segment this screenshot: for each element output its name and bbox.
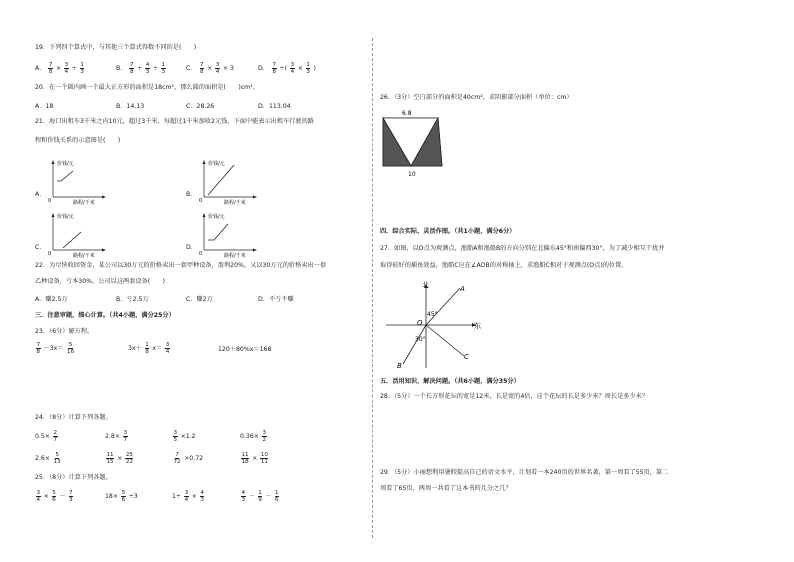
q21-y-label: 价钱/元 xyxy=(57,161,74,167)
q27-label-c: C xyxy=(464,353,469,361)
q24-item-8 xyxy=(240,452,269,465)
q24-item-2 xyxy=(105,430,129,443)
y-arrow xyxy=(203,160,206,164)
q27-ray-b xyxy=(403,325,426,364)
fraction xyxy=(129,62,134,75)
math-text: ) xyxy=(313,64,316,72)
q19-option-b xyxy=(116,62,167,75)
q24-item-5 xyxy=(35,452,62,465)
denominator: 4 xyxy=(290,69,295,75)
denominator: 15 xyxy=(106,459,114,465)
denominator: 8 xyxy=(200,69,204,75)
numerator: 1 xyxy=(258,490,262,496)
numerator: 11 xyxy=(241,452,249,458)
denominator: 3 xyxy=(241,497,246,503)
q21-graph-letter: A． xyxy=(35,191,46,198)
q21-origin: 0 xyxy=(199,251,203,257)
denominator: 4 xyxy=(215,69,220,75)
q19-stem: 19．下列四个算式中，与其他三个算式得数不同的是( ) xyxy=(35,44,197,51)
y-arrow xyxy=(52,160,55,164)
q20-option-c: C．28.26 xyxy=(186,103,215,110)
q26-bottom-label: 10 xyxy=(408,171,416,178)
fraction xyxy=(200,490,205,503)
denominator: 4 xyxy=(64,69,69,75)
q21-graph-letter: D． xyxy=(186,244,197,251)
fraction xyxy=(215,62,220,75)
numerator: 3 xyxy=(36,490,41,496)
q25-item-4 xyxy=(240,490,280,503)
denominator: 4 xyxy=(184,497,189,503)
numerator: 11 xyxy=(106,452,114,458)
q23-equation-2: 3x＋ $\frac{1}{8}$ x＝ $\frac{3}{4}$ xyxy=(128,342,170,355)
math-text: 18× xyxy=(105,492,119,500)
q28-stem: 28．（5分）一个长方形花坛的宽是12米，长是宽的4倍，这个花坛的长是多少米？周长是多少米？ xyxy=(380,393,649,400)
q24-item-6 xyxy=(105,452,134,465)
column-divider xyxy=(372,38,373,538)
numerator: 7 xyxy=(175,452,179,458)
fraction xyxy=(306,62,311,75)
denominator: 13 xyxy=(53,459,61,465)
fraction xyxy=(53,430,58,443)
x-arrow xyxy=(102,249,106,252)
denominator: 6 xyxy=(121,497,126,503)
q21-graph-letter: B． xyxy=(186,191,197,198)
numerator: 7 xyxy=(48,62,53,68)
fraction xyxy=(260,452,268,465)
numerator: 7 xyxy=(69,490,73,496)
math-text: ÷3 xyxy=(128,492,138,500)
numerator: 4 xyxy=(145,62,150,68)
q21-graph-a xyxy=(35,157,155,205)
q21-x-label: 路程/千米 xyxy=(73,253,95,258)
q21-graph-d xyxy=(186,210,306,258)
y-arrow xyxy=(203,213,206,217)
q21-graph-axes xyxy=(194,210,304,258)
fraction xyxy=(145,62,150,75)
q26-trapezoid-figure xyxy=(378,108,448,180)
numerator: 5 xyxy=(121,490,126,496)
numerator: 1 xyxy=(80,62,84,68)
denominator: 6 xyxy=(275,497,279,503)
numerator: 1 xyxy=(161,62,165,68)
q19-option-d xyxy=(258,62,316,75)
q21-graph-line xyxy=(208,165,234,195)
q22-option-b: B．亏2.5万 xyxy=(116,296,149,303)
math-text: × xyxy=(55,64,62,72)
denominator: 8 xyxy=(272,69,277,75)
q25-item-2 xyxy=(105,490,138,503)
numerator: 5 xyxy=(55,452,59,458)
q22-stem-line2: 乙种设备，亏本30%，公司以这两套设备( ) xyxy=(35,278,165,285)
q27-label-b: B xyxy=(397,362,402,370)
q22-stem-line1: 22．为尽快收回资金，某公司以30万元的价格卖出一套甲种设备，盈利20%，又以30万元的价格卖出一套 xyxy=(35,262,327,269)
numerator: 3 xyxy=(123,430,128,436)
numerator: 3 xyxy=(215,62,220,68)
fraction xyxy=(262,430,267,443)
x-arrow xyxy=(102,196,106,199)
fraction xyxy=(275,490,280,503)
q27-stem-line2: 取得较好的捕鱼效益，渔船C应在∠AOB的对称轴上，求渔船C相对于观测点(O点)的位置。 xyxy=(380,262,628,269)
fraction xyxy=(80,62,85,75)
math-text: 2.6× xyxy=(35,454,51,462)
fraction xyxy=(258,490,263,503)
denominator: 5 xyxy=(173,437,178,443)
denominator: 18 xyxy=(241,459,249,465)
q19-option-a xyxy=(35,62,85,75)
q21-y-label: 价钱/元 xyxy=(57,214,74,220)
q29-stem-line1: 29．（5分）小丽想利用暑假提高自己的语文水平，计划看一本240页的世界名著，第一周看了55页，第二 xyxy=(380,469,669,476)
section-3-title: 三．注意审题，细心计算。（共4小题，满分25分） xyxy=(35,312,175,319)
denominator: 8 xyxy=(48,69,53,75)
q25-item-1 xyxy=(35,490,74,503)
numerator: 3 xyxy=(290,62,295,68)
q23-equation-3: 120＋80%x＝168 xyxy=(218,346,272,353)
q21-x-label: 路程/千米 xyxy=(73,200,95,205)
y-arrow xyxy=(52,213,55,217)
fraction xyxy=(48,62,53,75)
q21-x-label: 路程/千米 xyxy=(224,200,246,205)
denominator: 2 xyxy=(262,437,267,443)
numerator: 3 xyxy=(262,430,267,436)
denominator: 7 xyxy=(123,437,128,443)
math-text: × xyxy=(43,492,49,500)
math-text: ÷ xyxy=(137,64,143,72)
fraction xyxy=(53,452,61,465)
fraction xyxy=(121,490,126,503)
q27-angle-45: 45° xyxy=(427,311,438,318)
math-text: 2.8× xyxy=(105,432,121,440)
q27-label-o: O xyxy=(417,319,423,327)
denominator: 3 xyxy=(80,69,84,75)
fraction xyxy=(173,430,178,443)
fraction xyxy=(272,62,277,75)
denominator: 11 xyxy=(260,459,268,465)
q21-stem-line1: 21．海口出租车3千米之内10元，超过3千米，每超过1千米加收2元钱，下面中能表示出租车行驶的路 xyxy=(35,118,314,125)
q21-graph-line xyxy=(57,171,73,181)
math-text: ÷ xyxy=(152,64,158,72)
q25-item-3 xyxy=(172,490,205,503)
fraction xyxy=(184,490,189,503)
math-text: B． xyxy=(116,64,127,72)
q23-equation-1: $\frac{7}{8}$ －3x＝ $\frac{5}{16}$ xyxy=(36,342,75,355)
q21-stem-line2: 程和价钱关系的示意图是( ) xyxy=(35,137,121,144)
denominator: 3 xyxy=(145,69,150,75)
q21-origin: 0 xyxy=(48,198,52,204)
numerator: 5 xyxy=(52,490,56,496)
denominator: 3 xyxy=(69,497,73,503)
math-text: × xyxy=(252,454,258,462)
q27-east-label: 东 xyxy=(474,322,481,330)
q20-option-d: D．113.04 xyxy=(258,103,291,110)
q21-y-label: 价钱/元 xyxy=(208,214,225,220)
denominator: 9 xyxy=(258,497,262,503)
q22-option-a: A．赚2.5万 xyxy=(35,296,68,303)
q27-label-a: A xyxy=(460,285,465,293)
q21-graph-axes xyxy=(194,157,304,205)
q24-item-7 xyxy=(172,452,203,465)
numerator: 3 xyxy=(173,430,178,436)
denominator: 4 xyxy=(36,497,41,503)
q21-y-label: 价钱/元 xyxy=(208,161,225,167)
q22-option-c: C．赚2万 xyxy=(186,296,213,303)
fraction xyxy=(241,452,249,465)
numerator: 25 xyxy=(125,452,133,458)
math-text: 1÷ xyxy=(172,492,182,500)
math-text: － xyxy=(248,492,255,500)
denominator: 7 xyxy=(53,437,58,443)
x-arrow xyxy=(253,196,257,199)
q20-option-a: A．18 xyxy=(35,103,54,110)
q21-graph-axes xyxy=(43,210,153,258)
q24-stem: 24．（8分）计算下列各题。 xyxy=(35,414,112,421)
q29-stem-line2: 周看了65页，两周一共看了这本书的几分之几？ xyxy=(380,485,512,492)
denominator: 8 xyxy=(129,69,134,75)
numerator: 2 xyxy=(53,430,58,436)
q27-stem-line1: 27．如图，以O点为观测点，渔船A和渔船B的方向分别在北偏东45°和南偏西30°，为了减少相互干扰并 xyxy=(380,245,665,252)
q27-north-label: 北 xyxy=(422,281,429,289)
fraction xyxy=(36,490,41,503)
q27-angle-30: 30° xyxy=(415,336,426,343)
fraction xyxy=(69,490,74,503)
q21-origin: 0 xyxy=(48,251,52,257)
math-text: 0.36× xyxy=(240,432,259,440)
fraction xyxy=(64,62,69,75)
q21-graph-c xyxy=(35,210,155,258)
section-5-title: 五．活用知识，解决问题。（共6小题，满分35分） xyxy=(380,378,520,385)
q21-graph-line xyxy=(208,224,228,240)
math-text: × xyxy=(297,64,303,72)
q21-graph-b xyxy=(186,157,306,205)
section-4-title: 四．综合实际，灵活作图。（共1小题，满分6分） xyxy=(380,228,516,235)
numerator: 1 xyxy=(306,62,310,68)
fraction xyxy=(106,452,114,465)
math-text: － xyxy=(265,492,272,500)
math-text: 0.5× xyxy=(35,432,51,440)
denominator: 3 xyxy=(161,69,165,75)
q27-ray-a xyxy=(426,288,460,325)
numerator: 3 xyxy=(64,62,69,68)
q21-origin: 0 xyxy=(199,198,203,204)
numerator: 4 xyxy=(241,490,246,496)
q20-stem: 20．在一个圆内画一个最大正方形的面积是18cm²，那么圆的面积是( )cm²。 xyxy=(35,84,259,91)
denominator: 3 xyxy=(200,497,204,503)
q24-item-3 xyxy=(172,430,196,443)
numerator: 10 xyxy=(260,452,268,458)
q21-x-label: 路程/千米 xyxy=(224,253,246,258)
math-text: ÷( xyxy=(279,64,288,72)
q22-option-d: D．不亏不赚 xyxy=(258,296,294,303)
q25-stem: 25．（8分）计算下列各题。 xyxy=(35,474,112,481)
math-text: 3 xyxy=(230,64,234,72)
numerator: 1 xyxy=(275,490,279,496)
q26-top-label: 6.8 xyxy=(402,110,412,117)
q23-stem: 23．（6分）解方程。 xyxy=(35,328,94,335)
q19-option-c xyxy=(186,62,234,75)
q27-ray-c xyxy=(426,325,464,356)
math-text: ÷ xyxy=(71,64,77,72)
q26-stem: 26．（3分）空白部分的面积是40cm²，求阴影部分面积（单位：cm） xyxy=(380,94,573,101)
q27-direction-diagram xyxy=(376,278,486,372)
math-text: × xyxy=(191,492,197,500)
numerator: 7 xyxy=(200,62,204,68)
math-text: D． xyxy=(258,64,269,72)
fraction xyxy=(173,452,181,465)
numerator: 7 xyxy=(129,62,134,68)
numerator: 4 xyxy=(200,490,204,496)
q20-option-b: B．14.13 xyxy=(116,103,145,110)
math-text: － xyxy=(59,492,66,500)
q24-item-4 xyxy=(240,430,268,443)
fraction xyxy=(125,452,133,465)
denominator: 3 xyxy=(306,69,310,75)
fraction xyxy=(52,490,57,503)
q21-graph-letter: C． xyxy=(35,244,46,251)
numerator: 3 xyxy=(184,490,189,496)
fraction xyxy=(161,62,166,75)
math-text: × xyxy=(117,454,123,462)
fraction xyxy=(123,430,128,443)
math-text: A． xyxy=(35,64,46,72)
q21-graph-line xyxy=(63,232,81,248)
denominator: 22 xyxy=(125,459,133,465)
denominator: 6 xyxy=(52,497,56,503)
fraction xyxy=(200,62,205,75)
q24-item-1 xyxy=(35,430,59,443)
math-text: × xyxy=(222,64,229,72)
x-arrow xyxy=(253,249,257,252)
fraction xyxy=(241,490,246,503)
fraction xyxy=(290,62,295,75)
q21-graph-axes xyxy=(43,157,153,205)
math-text: C． xyxy=(186,64,197,72)
math-text: ×0.72 xyxy=(184,454,204,462)
math-text: × xyxy=(207,64,213,72)
math-text: ×1.2 xyxy=(180,432,196,440)
denominator: 72 xyxy=(173,459,181,465)
numerator: 7 xyxy=(272,62,277,68)
